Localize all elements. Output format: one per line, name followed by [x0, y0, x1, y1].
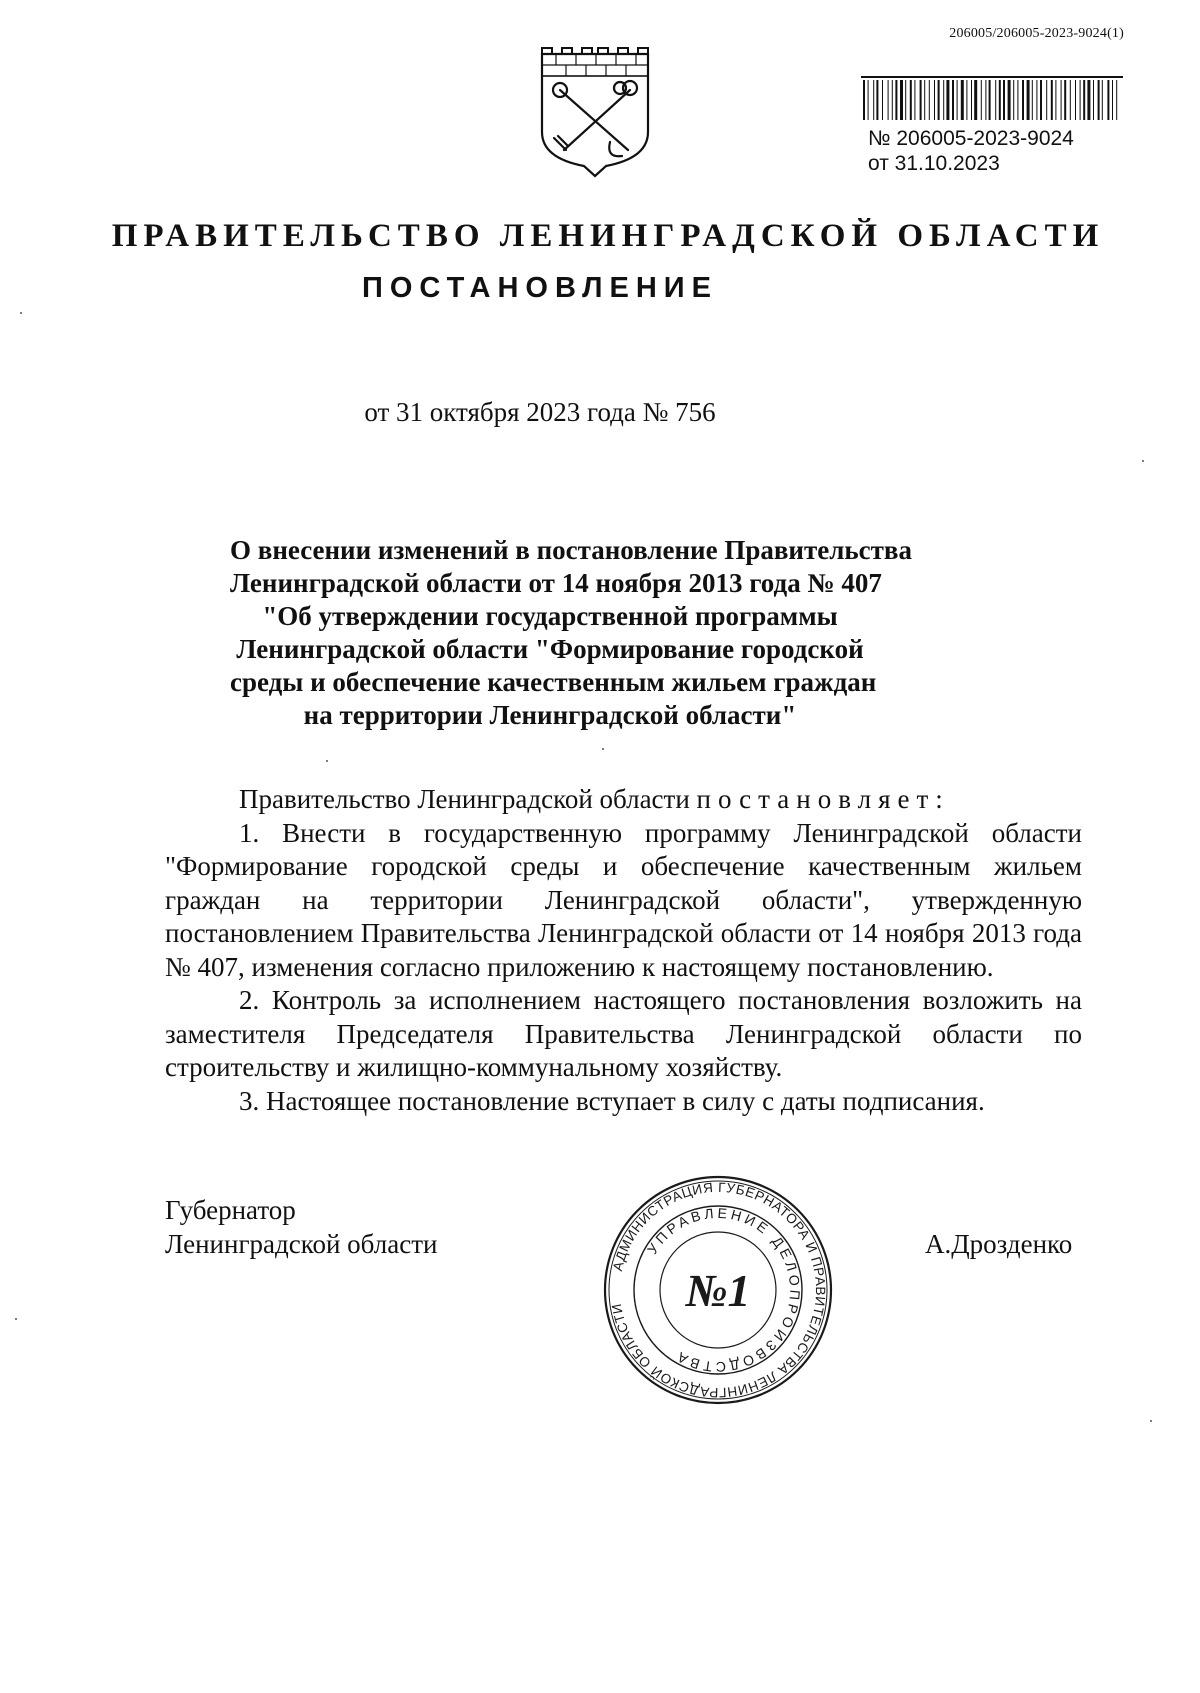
barcode-bar	[905, 80, 906, 120]
coat-of-arms-icon	[536, 46, 654, 178]
barcode-bar	[1070, 80, 1071, 120]
barcode-bar	[1116, 80, 1117, 120]
resolution-item-1: 1. Внести в государственную программу Ленинградской области "Формирование городской среды и обеспечение качественным жильем граждан на территории Ленинградской области", утвержденную постановлением Правительства Ленинградской области от 14 ноября 2013 года № 407, изменения согласно приложению к настоящему постановлению.	[165, 817, 1082, 982]
barcode-bar	[1080, 80, 1081, 120]
resolution-item-2: 2. Контроль за исполнением настоящего постановления возложить на заместителя Председателя Правительства Ленинградской области по строительству и жилищно-коммунальному хозяйству.	[165, 985, 1082, 1082]
barcode-bar	[995, 80, 996, 120]
barcode-bar	[1027, 80, 1030, 120]
barcode-bar	[1017, 80, 1018, 120]
document-date-number: от 31 октября 2023 года № 756	[364, 397, 716, 427]
barcode-bar	[876, 80, 878, 120]
resolution-item-3: 3. Настоящее постановление вступает в силу с даты подписания.	[239, 1085, 985, 1116]
barcode-bar	[1055, 80, 1056, 120]
barcode-bar	[943, 80, 944, 120]
barcode-bar	[989, 80, 991, 120]
seal-outer-text: АДМИНИСТРАЦИЯ ГУБЕРНАТОРА И ПРАВИТЕЛЬСТВА ЛЕНИНГРАДСКОЙ ОБЛАСТИ	[608, 1179, 829, 1401]
barcode-bar	[1013, 80, 1014, 120]
signatory-position	[165, 1193, 437, 1261]
barcode-bar	[1083, 80, 1085, 120]
subject-line: Ленинградской области от 14 ноября 2013 года № 407	[230, 568, 882, 598]
barcode-bar	[981, 80, 982, 120]
barcode-bar	[910, 80, 912, 120]
subject-line: среды и обеспечение качественным жильем граждан	[230, 667, 877, 697]
barcode-bar	[920, 80, 922, 120]
barcode-bar	[924, 80, 925, 120]
resolution-intro	[165, 783, 1082, 817]
barcode-bar	[934, 80, 935, 120]
barcode-bar	[900, 80, 903, 120]
barcode-bar	[1061, 80, 1062, 120]
intro-verb: постановляет:	[696, 784, 950, 814]
barcode-bar	[974, 80, 977, 120]
barcode-bar	[1075, 80, 1076, 120]
subject-line: "Об утверждении государственной программы	[262, 601, 838, 631]
position-line: Губернатор	[165, 1195, 296, 1225]
barcode-bar	[1107, 80, 1109, 120]
barcode-bar	[888, 80, 889, 120]
barcode-bar	[882, 80, 883, 120]
barcode-bar	[1093, 80, 1094, 120]
barcode-bar	[1046, 80, 1047, 120]
scan-speck	[15, 1318, 17, 1320]
barcode-bar	[1003, 80, 1005, 120]
scan-speck	[602, 748, 604, 750]
subject-line: О внесении изменений в постановление Правительства	[230, 535, 912, 565]
barcode-bar	[946, 80, 949, 120]
official-seal-stamp	[600, 1172, 836, 1408]
barcode-bar	[1102, 80, 1103, 120]
barcode-bar	[929, 80, 930, 120]
registration-date: от 31.10.2023	[868, 152, 1000, 175]
document-type: ПОСТАНОВЛЕНИЕ	[362, 272, 718, 304]
scan-speck	[1142, 460, 1144, 462]
barcode-bar	[1051, 80, 1053, 120]
barcode-bar	[1040, 80, 1042, 120]
signatory-name: А.Дрозденко	[925, 1229, 1073, 1259]
barcode-bar	[1087, 80, 1090, 120]
seal-inner-text: УПРАВЛЕНИЕ ДЕЛОПРОИЗВОДСТВА	[643, 1204, 804, 1376]
barcode-bar	[868, 80, 869, 120]
barcode-bar	[966, 80, 967, 120]
registration-number: № 206005-2023-9024	[868, 127, 1074, 150]
document-subject	[230, 534, 912, 732]
barcode-bar	[999, 80, 1001, 120]
barcode-bar	[1112, 80, 1113, 120]
barcode-bar	[985, 80, 986, 120]
barcode-bar	[938, 80, 940, 120]
scan-speck	[20, 312, 22, 314]
barcode-bar	[873, 80, 874, 120]
barcode-image	[861, 76, 1123, 120]
government-title: ПРАВИТЕЛЬСТВО ЛЕНИНГРАДСКОЙ ОБЛАСТИ	[111, 218, 1105, 254]
scan-speck	[326, 760, 328, 762]
barcode-bar	[961, 80, 964, 120]
subject-line: Ленинградской области "Формирование городской	[236, 634, 864, 664]
barcode-bar	[1098, 80, 1100, 120]
barcode-bar	[1008, 80, 1011, 120]
subject-line: на территории Ленинградской области"	[303, 700, 797, 730]
scan-speck	[1150, 1420, 1152, 1422]
barcode-bar	[863, 80, 865, 120]
barcode-bar	[1032, 80, 1033, 120]
barcode-bar	[914, 80, 915, 120]
barcode-bar	[892, 80, 893, 120]
barcode-bar	[957, 80, 958, 120]
barcode-bar	[1036, 80, 1037, 120]
registration-number-block	[868, 126, 1074, 176]
registration-code: 206005/206005-2023-9024(1)	[949, 26, 1124, 41]
barcode-bar	[895, 80, 897, 120]
barcode-bar	[952, 80, 954, 120]
barcode-bar	[971, 80, 972, 120]
barcode-bar	[1064, 80, 1066, 120]
barcode-bar	[1022, 80, 1024, 120]
seal-center-number: №1	[685, 1265, 751, 1316]
intro-prefix: Правительство Ленинградской области	[239, 784, 697, 814]
position-line: Ленинградской области	[165, 1229, 438, 1259]
document-body	[165, 783, 1082, 1118]
